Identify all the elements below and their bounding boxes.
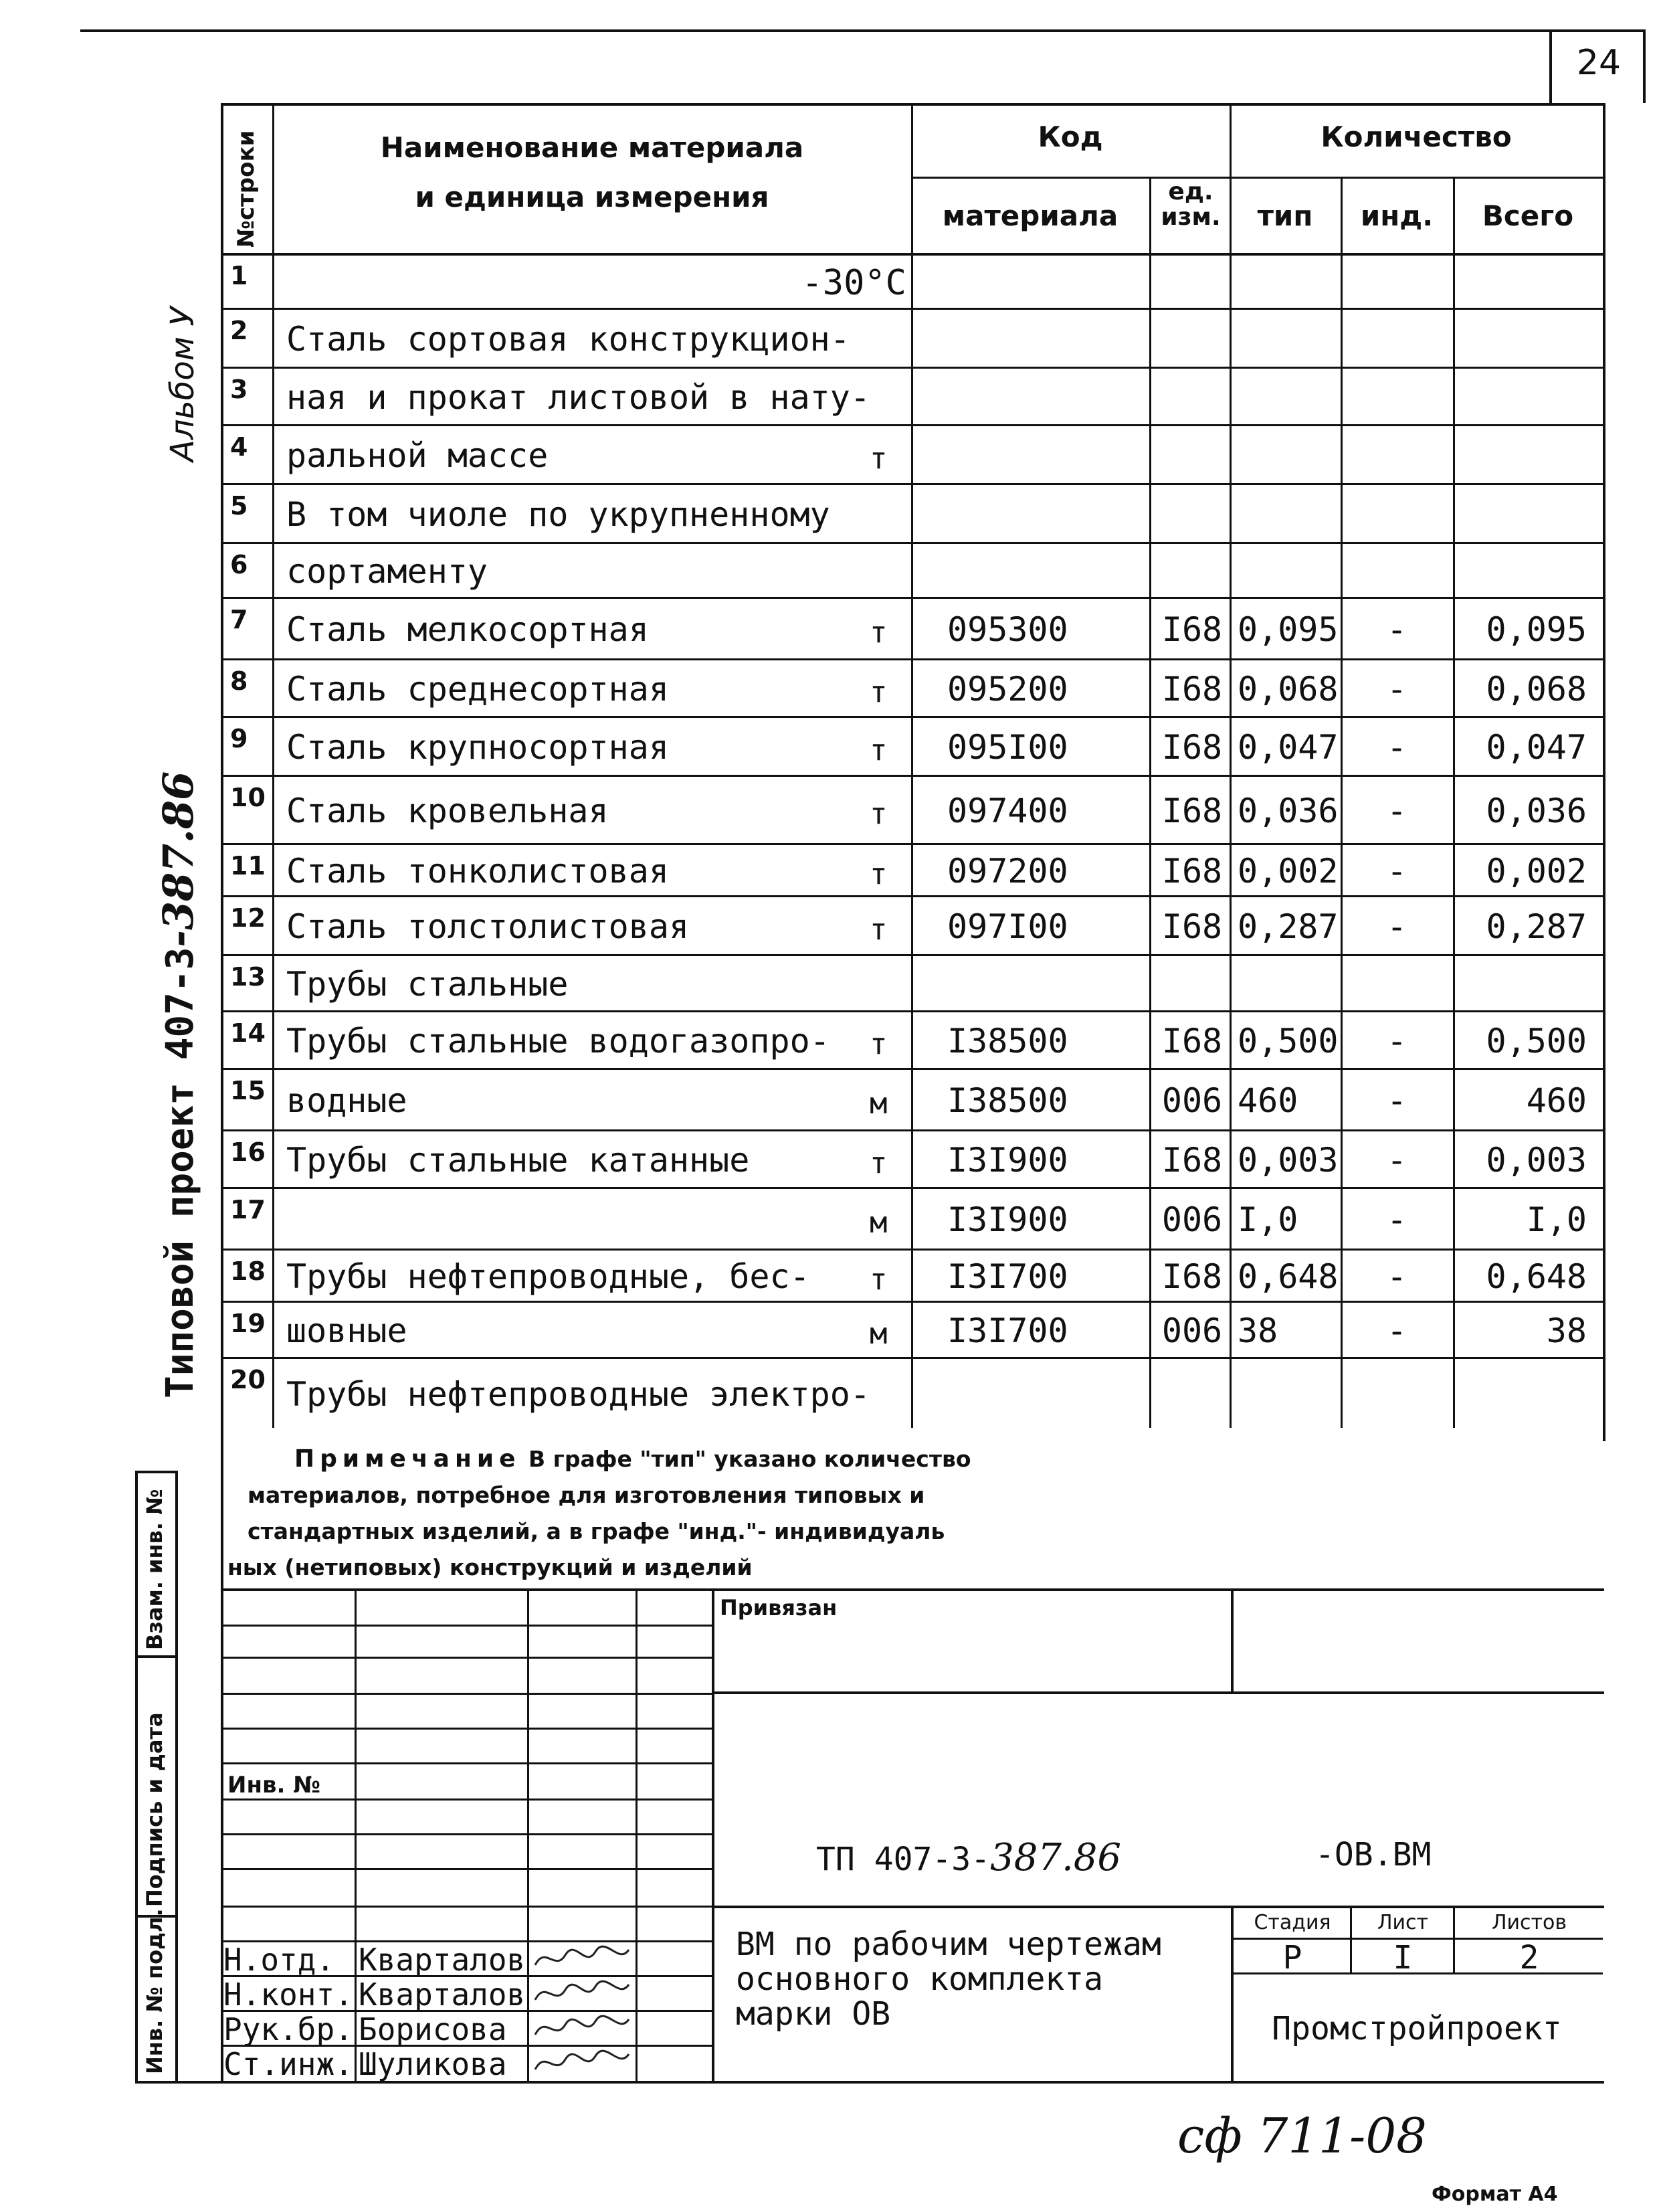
col-header-unit-code: ед. изм. (1161, 178, 1221, 231)
row-typical-qty: 38 (1238, 1311, 1278, 1350)
sheets-value: 2 (1519, 1939, 1539, 1976)
row-name: шовные (286, 1311, 407, 1350)
organization: Промстройпроект (1272, 2010, 1562, 2047)
row-material-code: 097200 (947, 852, 1068, 891)
row-unit: т (870, 616, 888, 650)
project-label (154, 771, 203, 1398)
row-name: В том чиоле по укрупненному (286, 495, 830, 534)
col-header-code: Код (1038, 120, 1103, 153)
row-individual-qty: - (1386, 907, 1407, 946)
signer-role: Рук.бр. (223, 2011, 353, 2047)
row-unit: т (870, 857, 888, 891)
row-typical-qty: 0,003 (1238, 1141, 1339, 1180)
row-number: 2 (230, 316, 248, 345)
col-header-total: Всего (1482, 199, 1574, 232)
project-label-hw: -387.86 (154, 771, 203, 947)
signer-role: Н.конт. (223, 1976, 353, 2013)
row-name: Сталь тонколистовая (286, 852, 669, 891)
sheets-label: Листов (1491, 1911, 1567, 1934)
row-name: Трубы нефтепроводные электро- (286, 1375, 870, 1414)
row-total-qty: I,0 (1526, 1200, 1587, 1239)
stage-label: Стадия (1254, 1911, 1331, 1934)
row-number: 8 (230, 666, 248, 696)
row-name: Сталь сортовая конструкцион- (286, 320, 850, 359)
row-number: 11 (230, 851, 266, 881)
side-label-replace-inv: Взам. инв. № (142, 1489, 167, 1650)
row-total-qty: 0,047 (1486, 728, 1587, 767)
row-total-qty: 460 (1526, 1081, 1587, 1120)
note-line-3: стандартных изделий, а в графе "инд."- индивидуаль (248, 1518, 945, 1544)
row-number: 1 (230, 261, 248, 290)
row-material-code: I38500 (947, 1022, 1068, 1061)
row-number: 14 (230, 1018, 266, 1048)
row-number: 16 (230, 1137, 266, 1167)
row-unit: т (870, 1263, 888, 1297)
row-unit: т (870, 675, 888, 709)
row-individual-qty: - (1386, 1311, 1407, 1350)
row-typical-qty: 0,002 (1238, 852, 1339, 891)
document-code-hw: 387.86 (990, 1836, 1122, 1879)
row-material-code: I3I700 (947, 1257, 1068, 1296)
side-label-sign-date: Подпись и дата (142, 1712, 167, 1907)
col-header-material-code: материала (942, 199, 1118, 232)
row-number: 4 (230, 432, 248, 462)
signer-role: Н.отд. (223, 1942, 335, 1978)
project-label-text: Типовой проект 407-3 (159, 947, 202, 1398)
archive-number: сф 711-08 (1177, 2108, 1427, 2164)
row-total-qty: 0,068 (1486, 670, 1587, 709)
row-name: Трубы стальные катанные (286, 1141, 750, 1180)
row-typical-qty: 0,068 (1238, 670, 1339, 709)
row-number: 10 (230, 783, 266, 812)
stage-value: Р (1282, 1939, 1302, 1976)
row-total-qty: 0,002 (1486, 852, 1587, 891)
row-number: 18 (230, 1257, 266, 1286)
row-typical-qty: I,0 (1238, 1200, 1298, 1239)
row-name: Сталь кровельная (286, 792, 609, 830)
row-unit-code: I68 (1161, 670, 1223, 709)
row-unit-code: 006 (1161, 1311, 1223, 1350)
row-typical-qty: 0,047 (1238, 728, 1339, 767)
signature (532, 2046, 632, 2078)
row-number: 12 (230, 903, 266, 933)
signature (532, 2011, 632, 2043)
row-name: Сталь крупносортная (286, 728, 669, 767)
row-unit-code: 006 (1161, 1081, 1223, 1120)
row-number: 5 (230, 491, 248, 521)
signer-name: Борисова (359, 2011, 507, 2047)
row-typical-qty: 0,036 (1238, 792, 1339, 830)
col-header-name-2: и единица измерения (415, 181, 769, 213)
row-total-qty: 38 (1546, 1311, 1587, 1350)
row-unit: м (870, 1087, 888, 1121)
row-material-code: 095200 (947, 670, 1068, 709)
inventory-no-label: Инв. № (227, 1772, 324, 1799)
doc-title-line-3: марки ОВ (736, 1995, 891, 2033)
row-number: 19 (230, 1309, 266, 1338)
row-typical-qty: 0,648 (1238, 1257, 1339, 1296)
document-suffix: -ОВ.ВМ (1315, 1836, 1432, 1873)
row-typical-qty: 0,287 (1238, 907, 1339, 946)
row-number: 3 (230, 375, 248, 404)
row-name: Сталь толстолистовая (286, 907, 690, 946)
col-header-row-number: №строки (233, 130, 260, 248)
page-number: 24 (1576, 43, 1622, 83)
row-unit: м (870, 1206, 888, 1240)
album-label: Альбом У (164, 306, 201, 462)
row-material-code: I3I900 (947, 1141, 1068, 1180)
attached-label: Привязан (720, 1595, 838, 1621)
row-name: водные (286, 1081, 407, 1120)
signer-name: Кварталов (359, 1942, 526, 1978)
doc-title-line-2: основного комплекта (736, 1960, 1104, 1998)
side-label-inv-orig: Инв. № подл. (142, 1908, 167, 2074)
row-name: Трубы стальные водогазопро- (286, 1022, 830, 1061)
signer-role: Ст.инж. (223, 2046, 353, 2082)
row-unit: т (870, 442, 888, 476)
col-header-individual: инд. (1360, 199, 1434, 232)
row-unit-code: I68 (1161, 1141, 1223, 1180)
row-unit: м (870, 1317, 888, 1351)
row-individual-qty: - (1386, 1257, 1407, 1296)
row-name: -30°C (801, 263, 906, 303)
row-individual-qty: - (1386, 1141, 1407, 1180)
signer-name: Шуликова (359, 2046, 507, 2082)
row-number: 7 (230, 605, 248, 634)
col-header-typical: тип (1257, 199, 1313, 232)
row-unit-code: 006 (1161, 1200, 1223, 1239)
row-total-qty: 0,648 (1486, 1257, 1587, 1296)
row-unit: т (870, 797, 888, 831)
row-number: 20 (230, 1365, 266, 1394)
signature (532, 1942, 632, 1974)
row-individual-qty: - (1386, 728, 1407, 767)
doc-title-line-1: ВМ по рабочим чертежам (736, 1926, 1161, 1963)
col-header-quantity: Количество (1321, 120, 1512, 153)
row-individual-qty: - (1386, 1022, 1407, 1061)
row-total-qty: 0,500 (1486, 1022, 1587, 1061)
row-individual-qty: - (1386, 610, 1407, 649)
row-unit: т (870, 733, 888, 767)
row-unit-code: I68 (1161, 610, 1223, 649)
note-line-2: материалов, потребное для изготовления типовых и (248, 1482, 925, 1508)
row-material-code: 095300 (947, 610, 1068, 649)
row-name: Сталь среднесортная (286, 670, 669, 709)
note-line-4: ных (нетиповых) конструкций и изделий (227, 1554, 753, 1580)
row-individual-qty: - (1386, 792, 1407, 830)
row-total-qty: 0,287 (1486, 907, 1587, 946)
note-line-1: В графе "тип" указано количество (528, 1446, 971, 1472)
signer-name: Кварталов (359, 1976, 526, 2013)
row-total-qty: 0,036 (1486, 792, 1587, 830)
note-title: Примечание (294, 1445, 521, 1473)
row-name: сортаменту (286, 552, 488, 591)
sheet-label: Лист (1377, 1911, 1429, 1934)
row-typical-qty: 0,500 (1238, 1022, 1339, 1061)
row-individual-qty: - (1386, 670, 1407, 709)
signature (532, 1976, 632, 2009)
document-code-text: ТП 407-3- (816, 1841, 991, 1878)
row-material-code: 097I00 (947, 907, 1068, 946)
row-number: 17 (230, 1195, 266, 1224)
sheet-value: I (1393, 1939, 1413, 1976)
row-individual-qty: - (1386, 1200, 1407, 1239)
row-unit: т (870, 1146, 888, 1180)
row-number: 15 (230, 1076, 266, 1105)
row-unit: т (870, 1027, 888, 1061)
row-material-code: 095I00 (947, 728, 1068, 767)
row-individual-qty: - (1386, 1081, 1407, 1120)
row-name: ральной массе (286, 436, 549, 475)
document-code (816, 1836, 1121, 1879)
row-typical-qty: 460 (1238, 1081, 1298, 1120)
row-unit-code: I68 (1161, 1257, 1223, 1296)
row-number: 9 (230, 724, 248, 753)
row-unit-code: I68 (1161, 907, 1223, 946)
format-label: Формат А4 (1432, 2183, 1558, 2206)
row-total-qty: 0,095 (1486, 610, 1587, 649)
row-typical-qty: 0,095 (1238, 610, 1339, 649)
row-number: 6 (230, 550, 248, 579)
row-unit-code: I68 (1161, 852, 1223, 891)
row-unit-code: I68 (1161, 792, 1223, 830)
row-number: 13 (230, 962, 266, 992)
row-individual-qty: - (1386, 852, 1407, 891)
row-name: Трубы нефтепроводные, бес- (286, 1257, 810, 1296)
row-material-code: I3I900 (947, 1200, 1068, 1239)
row-name: Сталь мелкосортная (286, 610, 649, 649)
col-header-name-1: Наименование материала (380, 131, 804, 164)
row-unit-code: I68 (1161, 1022, 1223, 1061)
row-name: ная и прокат листовой в нату- (286, 378, 870, 417)
row-name: Трубы стальные (286, 965, 569, 1004)
row-unit: т (870, 913, 888, 947)
row-material-code: I38500 (947, 1081, 1068, 1120)
row-unit-code: I68 (1161, 728, 1223, 767)
row-material-code: 097400 (947, 792, 1068, 830)
row-material-code: I3I700 (947, 1311, 1068, 1350)
row-total-qty: 0,003 (1486, 1141, 1587, 1180)
